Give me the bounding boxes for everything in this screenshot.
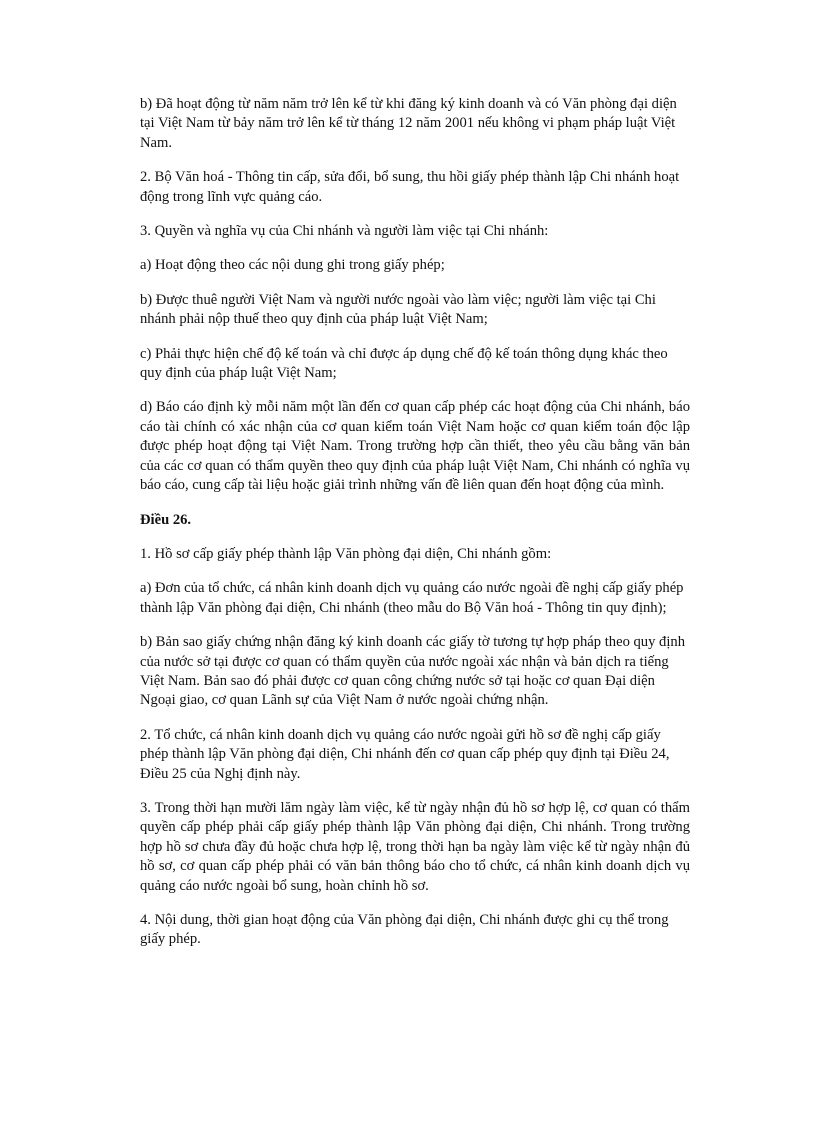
paragraph-2: 2. Bộ Văn hoá - Thông tin cấp, sửa đổi, bổ sung, thu hồi giấy phép thành lập Chi nhánh hoạt động trong lĩnh vực quảng cáo. (140, 169, 680, 205)
paragraph-3a: a) Hoạt động theo các nội dung ghi trong giấy phép; (140, 257, 445, 274)
paragraph-3b: b) Được thuê người Việt Nam và người nước ngoài vào làm việc; người làm việc tại Chi nhánh phải nộp thuế theo quy định của pháp luật Việt Nam; (140, 291, 656, 328)
paragraph-3d: d) Báo cáo định kỳ mỗi năm một lần đến cơ quan cấp phép các hoạt động của Chi nhánh, báo cáo tài chính có xác nhận của cơ quan kiểm toán Việt Nam hoặc cơ quan kiểm toán độc lập được phép hoạt động tại Việt Nam. Trong trường hợp cần thiết, theo yêu cầu bằng văn bản của các cơ quan có thẩm quyền theo quy định của pháp luật Việt Nam, Chi nhánh có nghĩa vụ báo cáo, cung cấp tài liệu hoặc giải trình những vấn đề liên quan đến hoạt động của mình. (140, 399, 690, 494)
paragraph-26-1: 1. Hồ sơ cấp giấy phép thành lập Văn phòng đại diện, Chi nhánh gồm: (140, 545, 552, 562)
article-heading: Điều 26. (140, 511, 192, 528)
paragraph-26-1a: a) Đơn của tổ chức, cá nhân kinh doanh dịch vụ quảng cáo nước ngoài đề nghị cấp giấy phép thành lập Văn phòng đại diện, Chi nhánh (theo mẫu do Bộ Văn hoá - Thông tin quy định); (140, 580, 684, 616)
paragraph-26-2: 2. Tổ chức, cá nhân kinh doanh dịch vụ quảng cáo nước ngoài gửi hồ sơ đề nghị cấp giấy phép thành lập Văn phòng đại diện, Chi nhánh đến cơ quan cấp phép quy định tại Điều 24, Điều 25 của Nghị định này. (140, 726, 670, 782)
paragraph-3: 3. Quyền và nghĩa vụ của Chi nhánh và người làm việc tại Chi nhánh: (140, 223, 549, 240)
document-page (140, 95, 690, 965)
paragraph-1b: b) Đã hoạt động từ năm năm trở lên kể từ khi đăng ký kinh doanh và có Văn phòng đại diện tại Việt Nam từ bảy năm trở lên kể từ tháng 12 năm 2001 nếu không vi phạm pháp luật Việt Nam. (140, 96, 677, 151)
paragraph-26-3: 3. Trong thời hạn mười lăm ngày làm việc, kể từ ngày nhận đủ hồ sơ hợp lệ, cơ quan có thẩm quyền cấp phép phải cấp giấy phép thành lập Văn phòng đại diện, Chi nhánh. Trong trường hợp hồ sơ chưa đầy đủ hoặc chưa hợp lệ, trong thời hạn ba ngày làm việc kể từ ngày nhận đủ hồ sơ, cơ quan cấp phép phải có văn bản thông báo cho tổ chức, cá nhân kinh doanh dịch vụ quảng cáo nước ngoài bổ sung, hoàn chỉnh hồ sơ. (140, 799, 690, 894)
paragraph-26-1b: b) Bản sao giấy chứng nhận đăng ký kinh doanh các giấy tờ tương tự hợp pháp theo quy định của nước sở tại được cơ quan có thẩm quyền của nước ngoài xác nhận và bản dịch ra tiếng Việt Nam. Bản sao đó phải được cơ quan công chứng nước sở tại hoặc cơ quan Đại diện Ngoại giao, cơ quan Lãnh sự của Việt Nam ở nước ngoài chứng nhận. (140, 634, 685, 709)
paragraph-26-4: 4. Nội dung, thời gian hoạt động của Văn phòng đại diện, Chi nhánh được ghi cụ thể trong giấy phép. (140, 912, 669, 948)
paragraph-3c: c) Phải thực hiện chế độ kế toán và chỉ được áp dụng chế độ kế toán thông dụng khác theo quy định của pháp luật Việt Nam; (140, 345, 668, 382)
